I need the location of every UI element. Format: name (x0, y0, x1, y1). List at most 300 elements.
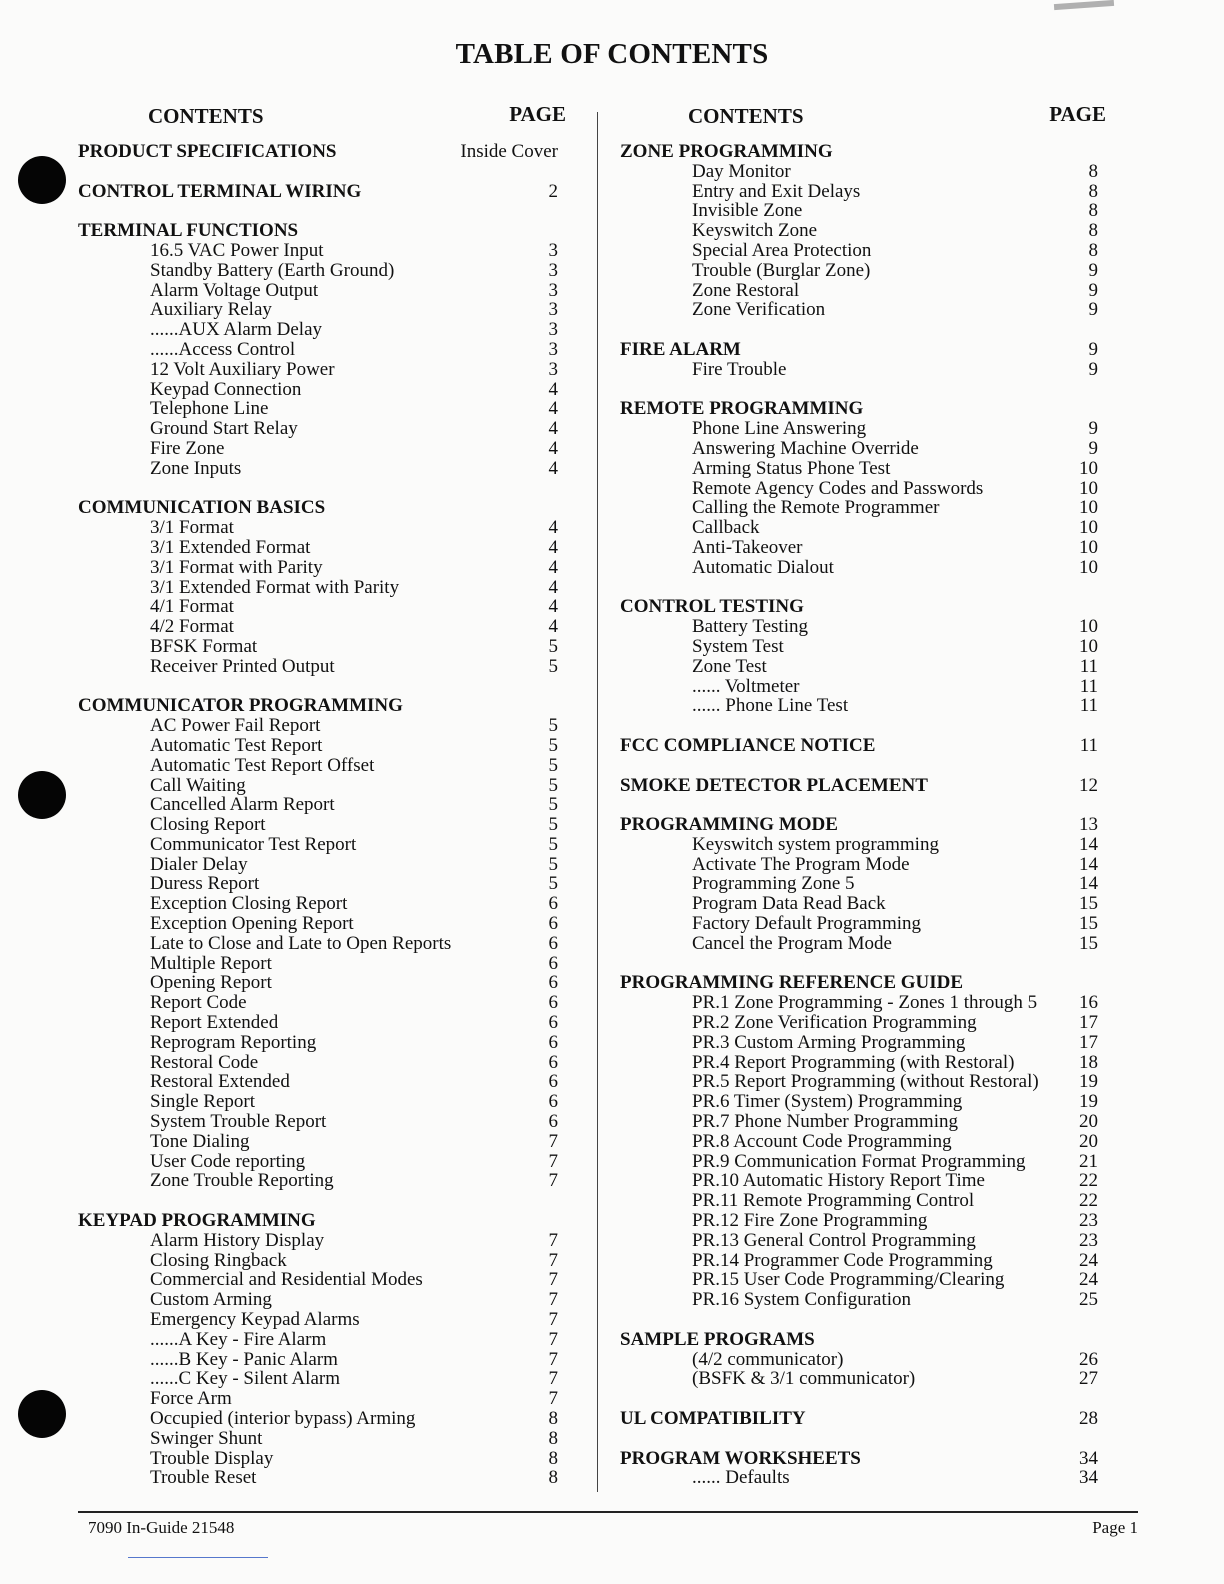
toc-entry[interactable] (78, 399, 558, 419)
toc-entry[interactable] (620, 360, 1100, 380)
toc-entry[interactable] (620, 261, 1100, 281)
entry-title: (BSFK & 3/1 communicator) (692, 1368, 916, 1390)
entry-title: ......A Key - Fire Alarm (150, 1328, 327, 1350)
toc-entry[interactable] (78, 795, 558, 815)
entry-title: Restoral Code (150, 1051, 259, 1073)
toc-entry[interactable] (78, 954, 558, 974)
toc-entry[interactable] (620, 1369, 1100, 1389)
column-divider (597, 112, 598, 1492)
toc-section (620, 1449, 1100, 1489)
entry-page-number: 10 (1079, 635, 1098, 657)
toc-entry[interactable] (78, 1112, 558, 1132)
toc-section (620, 776, 1100, 796)
toc-section (78, 696, 558, 1191)
toc-entry[interactable] (620, 1072, 1100, 1092)
toc-entry[interactable] (620, 162, 1100, 182)
entry-title: ......C Key - Silent Alarm (150, 1368, 340, 1390)
entry-page-number: 21 (1079, 1150, 1098, 1172)
toc-entry[interactable] (620, 459, 1100, 479)
toc-entry[interactable] (78, 1270, 558, 1290)
toc-entry[interactable] (78, 261, 558, 281)
entry-title: PR.2 Zone Verification Programming (692, 1012, 977, 1034)
entry-title: Anti-Takeover (692, 536, 803, 558)
entry-page-number: 7 (548, 1150, 558, 1172)
toc-section-heading[interactable] (620, 776, 1100, 796)
entry-page-number: 17 (1079, 1031, 1098, 1053)
entry-page-number: 24 (1079, 1269, 1098, 1291)
entry-title: ...... Defaults (692, 1467, 790, 1489)
entry-title: ...... Voltmeter (692, 675, 800, 697)
toc-entry[interactable] (78, 419, 558, 439)
toc-entry[interactable] (620, 419, 1100, 439)
entry-page-number: 3 (548, 319, 558, 341)
entry-page-number: 11 (1079, 695, 1098, 717)
toc-entry[interactable] (78, 439, 558, 459)
page-header: PAGE (509, 102, 566, 126)
entry-title: Answering Machine Override (692, 437, 919, 459)
toc-entry[interactable] (78, 1389, 558, 1409)
entry-title: Communicator Test Report (150, 833, 357, 855)
toc-section (78, 1211, 558, 1488)
entry-page-number: 25 (1079, 1289, 1098, 1311)
entry-page-number: 26 (1079, 1348, 1098, 1370)
entry-page-number: 4 (548, 576, 558, 598)
entry-title: Phone Line Answering (692, 418, 867, 440)
entry-title: Remote Agency Codes and Passwords (692, 477, 984, 499)
section-title: TERMINAL FUNCTIONS (78, 220, 299, 242)
section-title: FIRE ALARM (620, 338, 741, 360)
entry-page-number: 10 (1079, 497, 1098, 519)
entry-page-number: 7 (548, 1170, 558, 1192)
toc-entry[interactable] (78, 657, 558, 677)
toc-entry[interactable] (78, 1251, 558, 1271)
scan-artifact-line (128, 1557, 268, 1558)
footer-page-number: Page 1 (1092, 1518, 1138, 1537)
entry-title: Calling the Remote Programmer (692, 497, 940, 519)
entry-page-number: 10 (1079, 616, 1098, 638)
toc-entry[interactable] (78, 1429, 558, 1449)
entry-title: Program Data Read Back (692, 893, 886, 915)
entry-title: System Test (692, 635, 784, 657)
toc-entry[interactable] (78, 855, 558, 875)
toc-section (620, 597, 1100, 716)
toc-entry[interactable] (620, 558, 1100, 578)
toc-entry[interactable] (78, 1072, 558, 1092)
toc-entry[interactable] (78, 716, 558, 736)
entry-title: Occupied (interior bypass) Arming (150, 1408, 416, 1429)
entry-title: Alarm History Display (150, 1229, 325, 1251)
toc-entry[interactable] (620, 300, 1100, 320)
toc-section (78, 142, 558, 162)
column-header (78, 100, 566, 142)
entry-title: Call Waiting (150, 774, 246, 796)
entry-title: Keypad Connection (150, 378, 302, 400)
entry-page-number: 5 (548, 774, 558, 796)
entry-title: ......AUX Alarm Delay (150, 319, 323, 341)
entry-title: Special Area Protection (692, 239, 872, 261)
entry-title: Callback (692, 517, 760, 539)
entry-title: PR.14 Programmer Code Programming (692, 1249, 993, 1271)
entry-page-number: 9 (1088, 437, 1098, 459)
toc-entry[interactable] (620, 1152, 1100, 1172)
toc-section-heading[interactable] (78, 182, 558, 202)
toc-entry[interactable] (78, 241, 558, 261)
section-page-number: 13 (1079, 814, 1098, 836)
toc-right-list (620, 142, 1100, 1488)
entry-page-number: 11 (1079, 675, 1098, 697)
toc-entry[interactable] (620, 241, 1100, 261)
section-title: PROGRAMMING MODE (620, 814, 838, 836)
toc-entry[interactable] (620, 439, 1100, 459)
toc-entry[interactable] (78, 874, 558, 894)
entry-page-number: 9 (1088, 358, 1098, 380)
toc-entry[interactable] (78, 597, 558, 617)
toc-entry[interactable] (620, 874, 1100, 894)
entry-page-number: 9 (1088, 279, 1098, 301)
entry-page-number: 17 (1079, 1012, 1098, 1034)
toc-entry[interactable] (78, 1330, 558, 1350)
entry-page-number: 7 (548, 1289, 558, 1311)
toc-entry[interactable] (78, 993, 558, 1013)
entry-title: Tone Dialing (150, 1130, 250, 1152)
toc-right-column (620, 100, 1106, 1508)
toc-entry[interactable] (78, 558, 558, 578)
entry-page-number: 4 (548, 596, 558, 618)
toc-entry[interactable] (620, 1053, 1100, 1073)
toc-section (620, 815, 1100, 954)
toc-entry[interactable] (620, 1191, 1100, 1211)
entry-page-number: 3 (548, 239, 558, 261)
entry-page-number: 5 (548, 794, 558, 816)
toc-entry[interactable] (78, 1013, 558, 1033)
entry-title: 16.5 VAC Power Input (150, 239, 324, 261)
toc-entry[interactable] (78, 1449, 558, 1469)
entry-title: Reprogram Reporting (150, 1031, 317, 1053)
toc-section-heading[interactable] (78, 142, 558, 162)
entry-title: PR.9 Communication Format Programming (692, 1150, 1026, 1172)
toc-entry[interactable] (78, 914, 558, 934)
entry-page-number: 5 (548, 873, 558, 895)
entry-title: Swinger Shunt (150, 1427, 263, 1449)
entry-page-number: 5 (548, 635, 558, 657)
toc-section-heading[interactable] (78, 221, 558, 241)
section-title: SMOKE DETECTOR PLACEMENT (620, 774, 928, 796)
section-title: SAMPLE PROGRAMS (620, 1328, 815, 1350)
toc-section-heading[interactable] (620, 597, 1100, 617)
toc-entry[interactable] (78, 1053, 558, 1073)
entry-title: Report Extended (150, 1012, 279, 1034)
entry-title: Factory Default Programming (692, 913, 922, 935)
section-page-number: 2 (548, 180, 558, 202)
toc-section-heading[interactable] (78, 696, 558, 716)
toc-section-heading[interactable] (78, 1211, 558, 1231)
entry-title: Keyswitch system programming (692, 833, 939, 855)
entry-title: PR.5 Report Programming (without Restoral) (692, 1071, 1039, 1093)
toc-entry[interactable] (78, 617, 558, 637)
toc-entry[interactable] (78, 894, 558, 914)
footer-rule (78, 1511, 1138, 1513)
toc-entry[interactable] (78, 815, 558, 835)
toc-entry[interactable] (620, 538, 1100, 558)
toc-entry[interactable] (78, 300, 558, 320)
entry-title: Arming Status Phone Test (692, 457, 891, 479)
toc-entry[interactable] (78, 1468, 558, 1488)
toc-entry[interactable] (78, 578, 558, 598)
entry-page-number: 6 (548, 1051, 558, 1073)
toc-entry[interactable] (620, 1132, 1100, 1152)
toc-entry[interactable] (620, 518, 1100, 538)
entry-page-number: 8 (548, 1408, 558, 1429)
toc-entry[interactable] (78, 1033, 558, 1053)
toc-entry[interactable] (78, 973, 558, 993)
entry-page-number: 7 (548, 1328, 558, 1350)
entry-title: Entry and Exit Delays (692, 180, 861, 202)
entry-page-number: 5 (548, 814, 558, 836)
section-title: COMMUNICATOR PROGRAMMING (78, 695, 403, 717)
toc-entry[interactable] (620, 1033, 1100, 1053)
section-page-number: 9 (1088, 338, 1098, 360)
toc-section-heading[interactable] (620, 1449, 1100, 1469)
toc-entry[interactable] (620, 1468, 1100, 1488)
toc-entry[interactable] (78, 538, 558, 558)
entry-page-number: 20 (1079, 1130, 1098, 1152)
entry-title: Single Report (150, 1091, 256, 1113)
entry-page-number: 14 (1079, 873, 1098, 895)
toc-section (620, 1409, 1100, 1429)
entry-title: Telephone Line (150, 398, 269, 420)
entry-page-number: 16 (1079, 992, 1098, 1014)
toc-left-list (78, 142, 558, 1488)
entry-title: Commercial and Residential Modes (150, 1269, 423, 1291)
toc-entry[interactable] (78, 1369, 558, 1389)
entry-title: Auxiliary Relay (150, 299, 272, 321)
toc-entry[interactable] (620, 1013, 1100, 1033)
entry-page-number: 15 (1079, 893, 1098, 915)
page-header: PAGE (1049, 102, 1106, 126)
toc-entry[interactable] (620, 281, 1100, 301)
toc-section-heading[interactable] (620, 973, 1100, 993)
entry-page-number: 3 (548, 279, 558, 301)
toc-entry[interactable] (620, 617, 1100, 637)
entry-title: 3/1 Extended Format with Parity (150, 576, 400, 598)
entry-page-number: 8 (548, 1467, 558, 1489)
scan-artifact (1054, 0, 1114, 10)
toc-entry[interactable] (78, 1152, 558, 1172)
toc-section (78, 182, 558, 202)
toc-entry[interactable] (620, 1350, 1100, 1370)
toc-entry[interactable] (78, 637, 558, 657)
toc-entry[interactable] (78, 1290, 558, 1310)
toc-left-column (78, 100, 566, 1508)
toc-entry[interactable] (78, 320, 558, 340)
entry-title: PR.1 Zone Programming - Zones 1 through 5 (692, 992, 1038, 1014)
toc-entry[interactable] (620, 657, 1100, 677)
entry-title: Trouble Display (150, 1447, 274, 1469)
entry-page-number: 7 (548, 1269, 558, 1291)
entry-page-number: 18 (1079, 1051, 1098, 1073)
entry-page-number: 8 (548, 1447, 558, 1469)
entry-title: 4/2 Format (150, 616, 234, 638)
entry-page-number: 5 (548, 655, 558, 677)
toc-entry[interactable] (620, 221, 1100, 241)
toc-entry[interactable] (78, 281, 558, 301)
entry-title: 12 Volt Auxiliary Power (150, 358, 335, 380)
entry-title: Multiple Report (150, 952, 272, 974)
toc-entry[interactable] (78, 1132, 558, 1152)
toc-entry[interactable] (78, 934, 558, 954)
toc-section-heading[interactable] (620, 399, 1100, 419)
section-title: PROGRAM WORKSHEETS (620, 1447, 861, 1469)
entry-page-number: 7 (548, 1388, 558, 1410)
toc-section (78, 498, 558, 676)
toc-entry[interactable] (78, 459, 558, 479)
toc-entry[interactable] (78, 360, 558, 380)
toc-entry[interactable] (620, 498, 1100, 518)
toc-section-heading[interactable] (78, 498, 558, 518)
toc-entry[interactable] (620, 696, 1100, 716)
entry-page-number: 8 (1088, 220, 1098, 242)
toc-entry[interactable] (78, 776, 558, 796)
toc-entry[interactable] (78, 1409, 558, 1429)
toc-entry[interactable] (620, 1092, 1100, 1112)
entry-title: Trouble (Burglar Zone) (692, 259, 871, 281)
toc-entry[interactable] (78, 380, 558, 400)
toc-entry[interactable] (620, 1251, 1100, 1271)
entry-page-number: 3 (548, 338, 558, 360)
entry-page-number: 9 (1088, 418, 1098, 440)
entry-title: Alarm Voltage Output (150, 279, 319, 301)
entry-title: Custom Arming (150, 1289, 272, 1311)
entry-title: User Code reporting (150, 1150, 306, 1172)
entry-title: Automatic Dialout (692, 556, 834, 578)
toc-entry[interactable] (78, 340, 558, 360)
toc-entry[interactable] (78, 1171, 558, 1191)
entry-page-number: 10 (1079, 517, 1098, 539)
toc-entry[interactable] (620, 1270, 1100, 1290)
toc-entry[interactable] (620, 1290, 1100, 1310)
toc-entry[interactable] (620, 637, 1100, 657)
entry-title: Automatic Test Report Offset (150, 754, 375, 776)
entry-title: Invisible Zone (692, 200, 803, 222)
entry-title: Fire Zone (150, 437, 225, 459)
section-title: ZONE PROGRAMMING (620, 141, 833, 162)
toc-entry[interactable] (620, 914, 1100, 934)
entry-title: 3/1 Format with Parity (150, 556, 323, 578)
toc-section-heading[interactable] (620, 815, 1100, 835)
entry-page-number: 6 (548, 913, 558, 935)
toc-entry[interactable] (620, 934, 1100, 954)
entry-title: PR.13 General Control Programming (692, 1229, 976, 1251)
entry-title: PR.12 Fire Zone Programming (692, 1210, 928, 1232)
entry-page-number: 8 (1088, 200, 1098, 222)
toc-entry[interactable] (620, 201, 1100, 221)
toc-section-heading[interactable] (620, 1330, 1100, 1350)
toc-entry[interactable] (620, 1211, 1100, 1231)
entry-title: 3/1 Format (150, 517, 234, 539)
entry-page-number: 8 (1088, 160, 1098, 182)
toc-entry[interactable] (620, 1171, 1100, 1191)
section-title: PRODUCT SPECIFICATIONS (78, 141, 337, 162)
entry-page-number: 7 (548, 1249, 558, 1271)
entry-page-number: 11 (1079, 655, 1098, 677)
entry-title: Fire Trouble (692, 358, 787, 380)
toc-entry[interactable] (620, 182, 1100, 202)
toc-section-heading[interactable] (620, 736, 1100, 756)
section-page-number: Inside Cover (460, 141, 558, 162)
toc-entry[interactable] (620, 479, 1100, 499)
entry-title: AC Power Fail Report (150, 715, 321, 737)
toc-section-heading[interactable] (620, 340, 1100, 360)
toc-entry[interactable] (620, 894, 1100, 914)
entry-page-number: 34 (1079, 1467, 1098, 1489)
entry-page-number: 9 (1088, 299, 1098, 321)
entry-title: Report Code (150, 992, 247, 1014)
section-page-number: 11 (1079, 734, 1098, 756)
toc-entry[interactable] (620, 677, 1100, 697)
entry-title: PR.4 Report Programming (with Restoral) (692, 1051, 1015, 1073)
toc-entry[interactable] (78, 835, 558, 855)
entry-page-number: 3 (548, 299, 558, 321)
entry-page-number: 6 (548, 1111, 558, 1133)
toc-entry[interactable] (78, 1310, 558, 1330)
entry-page-number: 4 (548, 418, 558, 440)
entry-title: Receiver Printed Output (150, 655, 335, 677)
toc-entry[interactable] (620, 855, 1100, 875)
entry-title: PR.11 Remote Programming Control (692, 1190, 975, 1212)
toc-entry[interactable] (78, 1350, 558, 1370)
entry-page-number: 6 (548, 1071, 558, 1093)
toc-section-heading[interactable] (620, 1409, 1100, 1429)
entry-title: Battery Testing (692, 616, 808, 638)
toc-entry[interactable] (78, 1092, 558, 1112)
toc-entry[interactable] (620, 1112, 1100, 1132)
toc-entry[interactable] (620, 993, 1100, 1013)
entry-page-number: 4 (548, 556, 558, 578)
entry-page-number: 9 (1088, 259, 1098, 281)
toc-entry[interactable] (78, 736, 558, 756)
toc-entry[interactable] (78, 756, 558, 776)
footer-doc-id: 7090 In-Guide 21548 (88, 1518, 235, 1537)
entry-page-number: 3 (548, 358, 558, 380)
entry-page-number: 4 (548, 616, 558, 638)
entry-title: Force Arm (150, 1388, 232, 1410)
entry-page-number: 5 (548, 853, 558, 875)
toc-section (620, 973, 1100, 1310)
entry-page-number: 19 (1079, 1091, 1098, 1113)
section-title: FCC COMPLIANCE NOTICE (620, 734, 876, 756)
entry-page-number: 10 (1079, 536, 1098, 558)
toc-section (620, 399, 1100, 577)
section-page-number: 34 (1079, 1447, 1098, 1469)
entry-title: PR.15 User Code Programming/Clearing (692, 1269, 1005, 1291)
toc-entry[interactable] (78, 1231, 558, 1251)
entry-page-number: 8 (1088, 180, 1098, 202)
entry-title: Zone Trouble Reporting (150, 1170, 334, 1192)
entry-page-number: 10 (1079, 477, 1098, 499)
toc-entry[interactable] (78, 518, 558, 538)
entry-page-number: 5 (548, 715, 558, 737)
toc-section-heading[interactable] (620, 142, 1100, 162)
toc-section (620, 142, 1100, 320)
entry-title: Standby Battery (Earth Ground) (150, 259, 395, 281)
section-page-number: 12 (1079, 774, 1098, 796)
entry-title: PR.8 Account Code Programming (692, 1130, 952, 1152)
entry-page-number: 4 (548, 378, 558, 400)
toc-entry[interactable] (620, 835, 1100, 855)
toc-entry[interactable] (620, 1231, 1100, 1251)
entry-title: ......B Key - Panic Alarm (150, 1348, 338, 1370)
section-title: PROGRAMMING REFERENCE GUIDE (620, 972, 964, 994)
